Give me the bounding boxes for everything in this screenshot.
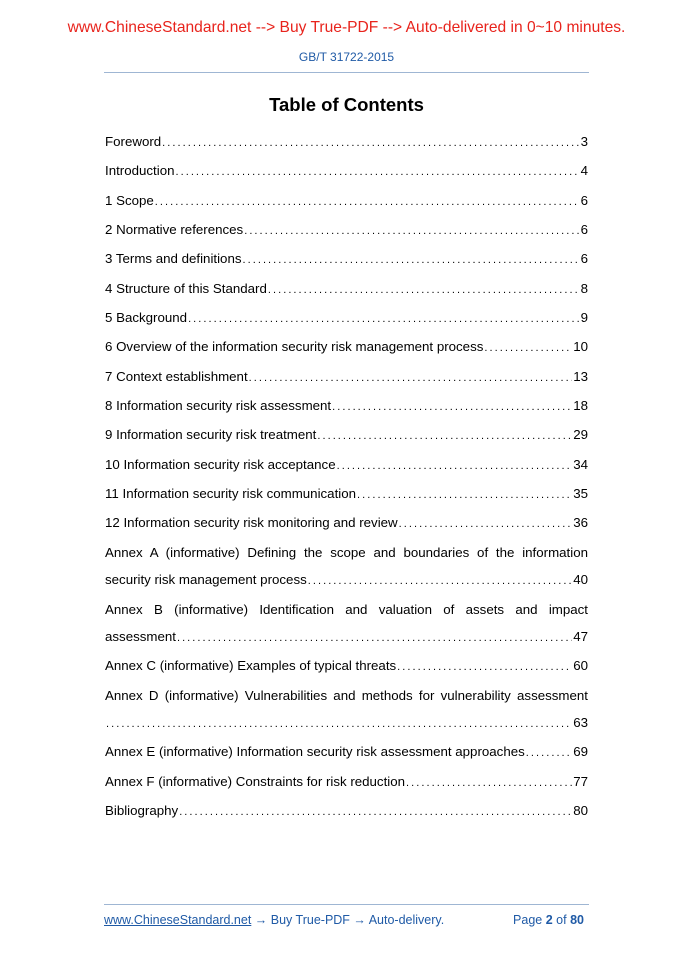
toc-entry-title: 3 Terms and definitions bbox=[105, 251, 242, 267]
toc-entry[interactable] bbox=[105, 275, 588, 304]
toc-entry-page: 35 bbox=[573, 486, 588, 502]
page-label: Page bbox=[513, 913, 543, 927]
toc-entry[interactable] bbox=[105, 245, 588, 274]
toc-entry-title: 6 Overview of the information security risk management process bbox=[105, 339, 484, 355]
toc-dot-leader bbox=[317, 421, 572, 450]
toc-entry-page: 6 bbox=[580, 192, 588, 208]
toc-entry-title: 11 Information security risk communication bbox=[105, 486, 357, 502]
toc-title: Table of Contents bbox=[269, 94, 424, 115]
toc-entry-page: 3 bbox=[580, 134, 588, 149]
toc-dot-leader bbox=[177, 623, 572, 652]
toc-entry[interactable] bbox=[105, 623, 588, 652]
toc-dot-leader bbox=[162, 128, 579, 157]
toc-entry-title: 9 Information security risk treatment bbox=[105, 427, 317, 443]
toc-entry[interactable] bbox=[105, 304, 588, 333]
toc-dot-leader bbox=[526, 738, 572, 767]
toc-entry[interactable] bbox=[105, 768, 588, 797]
toc-entry-title: Annex C (informative) Examples of typical threats bbox=[105, 658, 397, 674]
footer-divider bbox=[104, 904, 589, 905]
toc-entry-title: 12 Information security risk monitoring and review bbox=[105, 515, 398, 531]
toc-dot-leader bbox=[268, 275, 580, 304]
toc-entry-page: 13 bbox=[573, 368, 588, 384]
toc-entry-page: 10 bbox=[573, 339, 588, 355]
toc-entry[interactable] bbox=[105, 421, 588, 450]
toc-dot-leader bbox=[337, 451, 573, 480]
toc-entry[interactable] bbox=[105, 797, 588, 826]
toc-dot-leader bbox=[244, 216, 579, 245]
toc-entry-title: Foreword bbox=[105, 134, 162, 149]
toc-dot-leader bbox=[249, 363, 573, 392]
toc-entry-page: 40 bbox=[573, 572, 588, 588]
toc-entry-page: 29 bbox=[573, 427, 588, 443]
toc-dot-leader bbox=[179, 797, 572, 826]
page-total: 80 bbox=[570, 913, 584, 927]
toc-entry-title: 7 Context establishment bbox=[105, 368, 248, 384]
toc-entry-title: 8 Information security risk assessment bbox=[105, 398, 332, 414]
toc-entry-title: Annex E (informative) Information security risk assessment approaches bbox=[105, 744, 525, 760]
toc-dot-leader bbox=[484, 333, 572, 362]
toc-entry[interactable] bbox=[105, 216, 588, 245]
toc-dot-leader bbox=[397, 652, 572, 681]
footer-delivery-text: → Buy True-PDF → Auto-delivery. bbox=[251, 913, 445, 927]
header-divider bbox=[104, 72, 589, 73]
toc-entry-title: assessment bbox=[105, 628, 176, 644]
toc-entry-page: 8 bbox=[580, 280, 588, 296]
toc-entry-title: 4 Structure of this Standard bbox=[105, 280, 267, 296]
toc-dot-leader bbox=[106, 709, 572, 738]
toc-entry[interactable] bbox=[105, 451, 588, 480]
toc-dot-leader bbox=[357, 480, 572, 509]
toc-entry-page: 18 bbox=[573, 398, 588, 414]
toc-entry[interactable] bbox=[105, 566, 588, 595]
toc-entry-line1[interactable]: Annex D (informative) Vulnerabilities and methods for vulnerability assessment bbox=[105, 687, 588, 703]
footer-site-link[interactable]: www.ChineseStandard.net bbox=[104, 913, 252, 927]
toc-entry[interactable] bbox=[105, 128, 588, 157]
toc-dot-leader bbox=[406, 768, 572, 797]
toc-entry[interactable] bbox=[105, 392, 588, 421]
toc-dot-leader bbox=[332, 392, 572, 421]
toc-entry-line1[interactable]: Annex B (informative) Identification and valuation of assets and impact bbox=[105, 601, 588, 617]
toc-entry[interactable] bbox=[105, 480, 588, 509]
toc-entry[interactable] bbox=[105, 652, 588, 681]
toc-entry[interactable] bbox=[105, 738, 588, 767]
toc-entry-page: 69 bbox=[573, 744, 588, 760]
toc-entry-page: 60 bbox=[573, 658, 588, 674]
toc-entry-title: Introduction bbox=[105, 163, 175, 179]
toc-entry-title: 2 Normative references bbox=[105, 222, 244, 238]
toc-entry-page: 6 bbox=[580, 222, 588, 238]
toc-entry-page: 9 bbox=[580, 310, 588, 326]
standard-number: GB/T 31722-2015 bbox=[298, 50, 395, 64]
toc-entry-line1[interactable]: Annex A (informative) Defining the scope and boundaries of the information bbox=[105, 544, 588, 560]
toc-entry-title: Annex F (informative) Constraints for risk reduction bbox=[105, 773, 406, 789]
toc-entry-page: 4 bbox=[580, 163, 588, 179]
page-current: 2 bbox=[545, 913, 553, 927]
toc-dot-leader bbox=[175, 157, 579, 186]
toc-entry-title: Bibliography bbox=[105, 802, 179, 818]
toc-entry-page: 6 bbox=[580, 251, 588, 267]
toc-dot-leader bbox=[188, 304, 580, 333]
toc-entry-page: 63 bbox=[573, 714, 588, 730]
toc-entry-page: 77 bbox=[573, 773, 588, 789]
toc-entry[interactable] bbox=[105, 187, 588, 216]
page-of: of bbox=[556, 913, 567, 927]
toc-dot-leader bbox=[243, 245, 580, 274]
footer bbox=[104, 913, 584, 927]
page-indicator bbox=[513, 913, 584, 927]
toc-entry-title: security risk management process bbox=[105, 572, 307, 588]
toc-entry-page: 80 bbox=[573, 802, 588, 818]
toc-dot-leader bbox=[155, 187, 580, 216]
toc-entry-title: 10 Information security risk acceptance bbox=[105, 456, 336, 472]
toc-entry-page: 47 bbox=[573, 628, 588, 644]
toc-entry-page: 36 bbox=[573, 515, 588, 531]
toc-entry[interactable] bbox=[105, 157, 588, 186]
toc-entry[interactable] bbox=[105, 509, 588, 538]
toc-entry[interactable] bbox=[105, 363, 588, 392]
toc-entry-title: 5 Background bbox=[105, 310, 188, 326]
toc-entry[interactable] bbox=[105, 333, 588, 362]
toc-dot-leader bbox=[308, 566, 572, 595]
toc-entry-page: 34 bbox=[573, 456, 588, 472]
table-of-contents bbox=[105, 128, 588, 826]
toc-dot-leader bbox=[399, 509, 573, 538]
toc-entry-title: 1 Scope bbox=[105, 192, 154, 208]
toc-entry[interactable] bbox=[105, 709, 588, 738]
top-banner[interactable]: www.ChineseStandard.net --> Buy True-PDF --> Auto-delivered in 0~10 minutes. bbox=[67, 19, 626, 36]
